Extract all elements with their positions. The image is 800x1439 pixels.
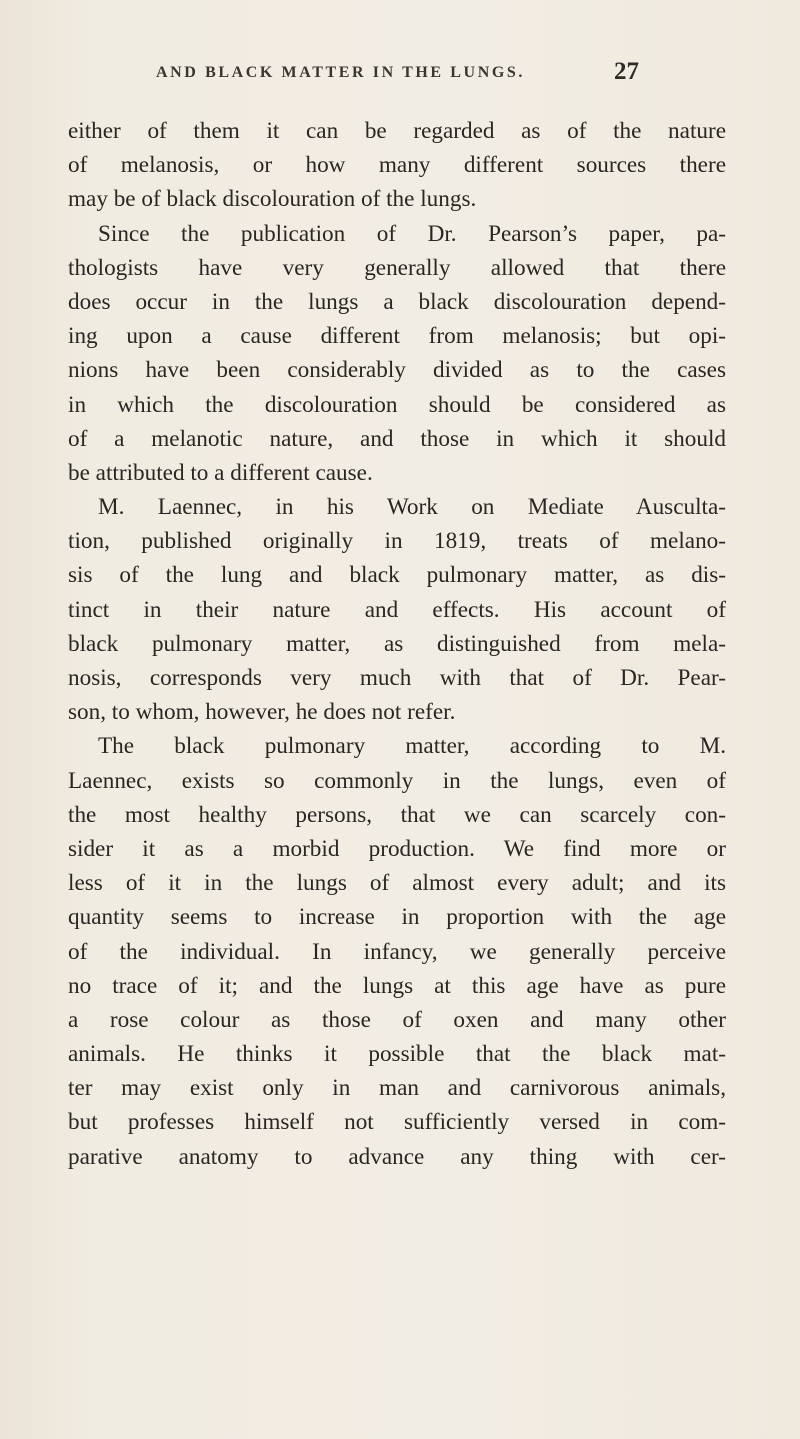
text-line: animals. He thinks it possible that the black mat- [68,1041,726,1068]
text-line: Laennec, exists so commonly in the lungs, even of [68,767,726,794]
text-line: quantity seems to increase in proportion with the age [68,904,726,931]
text-line: son, to whom, however, he does not refer. [68,699,456,726]
text-line: be attributed to a different cause. [68,459,373,486]
text-line: parative anatomy to advance any thing with cer- [68,1143,726,1170]
text-line: M. Laennec, in his Work on Mediate Ausculta- [98,494,726,521]
text-line: of a melanotic nature, and those in which it should [68,425,726,452]
text-line: sis of the lung and black pulmonary matter, as dis- [68,562,726,589]
text-line: less of it in the lungs of almost every adult; and its [68,870,726,897]
text-line: ter may exist only in man and carnivorous animals, [68,1075,726,1102]
page-number: 27 [614,58,639,85]
text-line: of the individual. In infancy, we generally perceive [68,938,726,965]
running-head [0,58,800,94]
text-line: the most healthy persons, that we can scarcely con- [68,801,726,828]
text-line: but professes himself not sufficiently versed in com- [68,1109,726,1136]
text-line: ing upon a cause different from melanosis; but opi- [68,323,726,350]
text-line: Since the publication of Dr. Pearson’s paper, pa- [98,220,726,247]
text-line: either of them it can be regarded as of the nature [68,118,726,144]
text-line: of melanosis, or how many different sources there [68,152,726,179]
text-line: no trace of it; and the lungs at this age have as pure [68,972,726,999]
text-line: nosis, corresponds very much with that of Dr. Pear- [68,665,726,691]
text-line: The black pulmonary matter, according to M. [98,733,726,760]
body-text [68,114,726,1174]
text-line: tion, published originally in 1819, treats of melano- [68,528,726,555]
text-line: nions have been considerably divided as to the cases [68,357,726,384]
text-line: does occur in the lungs a black discolouration depend- [68,288,726,315]
running-title: AND BLACK MATTER IN THE LUNGS. [156,64,526,81]
text-line: thologists have very generally allowed that there [68,254,726,281]
text-line: a rose colour as those of oxen and many other [68,1006,726,1033]
text-line: in which the discolouration should be considered as [68,391,726,418]
text-line: may be of black discolouration of the lungs. [68,186,477,213]
text-line: black pulmonary matter, as distinguished from mela- [68,630,726,657]
text-line: tinct in their nature and effects. His account of [68,596,726,623]
text-line: sider it as a morbid production. We find more or [68,835,726,862]
